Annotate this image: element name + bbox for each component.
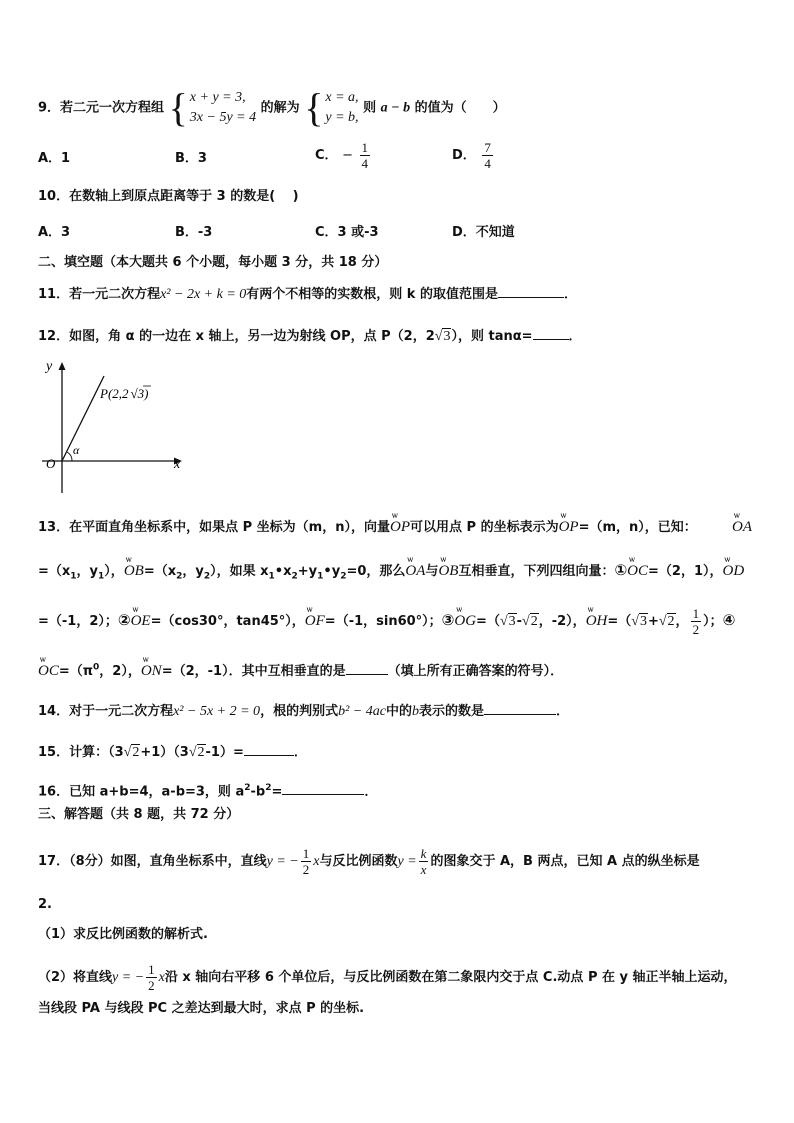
question-17-line-1: 17．（8分）如图，直角坐标系中，直线y = − $\frac{1}{2}$ x与反比例函数y = $\frac{k}{x}$ 的图象交于 A，B 两点，已知 A 点的纵坐标是 xyxy=(38,846,700,877)
question-17-part-2: （2）将直线y = − $\frac{1}{2}$ x沿 x 轴向右平移 6 个单位后，与反比例函数在第二象限内交于点 C.动点 P 在 y 轴正半轴上运动， xyxy=(38,962,737,993)
vector-oa-line-1: ѡ OA xyxy=(732,512,752,537)
q9-option-b: B．3 xyxy=(175,151,207,166)
question-17-part-1: （1）求反比例函数的解析式. xyxy=(38,927,208,942)
section-3-heading: 三、解答题（共 8 题，共 72 分） xyxy=(38,807,240,822)
alpha-label: α xyxy=(73,443,80,457)
question-15: 15．计算：（3√2+1）（3√2-1）= ． xyxy=(38,745,307,760)
equation-system: { x + y = 3, 3x − 5y = 4 xyxy=(168,85,257,130)
q9-option-d: D． $\frac{7}{4}$ xyxy=(452,140,491,171)
q10-option-a: A．3 xyxy=(38,225,71,240)
question-11: 11．若一元二次方程x² − 2x + k = 0有两个不相等的实数根，则 k 的取值范围是 ． xyxy=(38,287,577,302)
question-16: 16．已知 a+b=4，a-b=3，则 $a^2-b^2=$ ． xyxy=(38,783,378,800)
question-13-line-3: =（-1，2）；②ѡ OE=（cos30°，tan45°），ѡ OF=（-1，sin60°）；③ѡ OG=（√3-√2，-2），ѡ OH=（√3+√2， $\frac{1}{2}$ ）；④ xyxy=(38,606,735,637)
question-14: 14．对于一元二次方程x² − 5x + 2 = 0，根的判别式b² − 4ac中的b表示的数是 ． xyxy=(38,704,569,719)
q10-option-c: C．3 或-3 xyxy=(315,225,379,240)
section-2-heading: 二、填空题（本大题共 6 个小题，每小题 3 分，共 18 分） xyxy=(38,255,388,270)
y-label: y xyxy=(46,359,53,374)
question-10: 10．在数轴上到原点距离等于 3 的数是( ) xyxy=(38,189,299,204)
q9-option-c: C． − $\frac{1}{4}$ xyxy=(315,140,369,171)
y-axis-arrow xyxy=(59,362,66,370)
solution-system: { x = a, y = b, xyxy=(304,85,359,130)
angle-figure xyxy=(38,358,198,498)
q9-option-a: A．1 xyxy=(38,151,71,166)
question-17-part-2-cont: 当线段 PA 与线段 PC 之差达到最大时，求点 P 的坐标. xyxy=(38,1001,365,1016)
question-12: 12．如图，角 α 的一边在 x 轴上，另一边为射线 OP，点 P（2，2√3），则 tanα= ． xyxy=(38,329,582,344)
question-9: 9．若二元一次方程组 { x + y = 3, 3x − 5y = 4 的解为 { x = a, y = b, 则 a − b 的值为（ ） xyxy=(38,85,506,130)
x-label: x xyxy=(174,457,181,472)
origin-label: O xyxy=(46,456,56,471)
ray-op xyxy=(62,376,104,461)
q10-option-b: B．-3 xyxy=(175,225,213,240)
q10-option-d: D．不知道 xyxy=(452,225,515,240)
angle-arc xyxy=(67,452,72,461)
point-p-label: P(2,2 √3) xyxy=(100,386,149,401)
question-17-line-2: 2. xyxy=(38,897,52,912)
question-13-line-2: $=(x_1$，$y_1$），ѡ $OB=(x_2$，$y_2$），如果 $x_1•x_2+y_1•y_2=0$，那么ѡ OA与ѡ OB互相垂直，下列四组向量：①ѡ OC=（2，1），ѡ OD xyxy=(38,556,744,586)
question-13-line-4: ѡ $OC=(\pi^0$，2），ѡ ON=（2，-1）．其中互相垂直的是 （填上所有正确答案的符号）． xyxy=(38,656,563,681)
question-13-line-1: 13．在平面直角坐标系中，如果点 P 坐标为（m，n），向量ѡ OP可以用点 P 的坐标表示为ѡ OP=（m，n），已知： xyxy=(38,512,697,537)
